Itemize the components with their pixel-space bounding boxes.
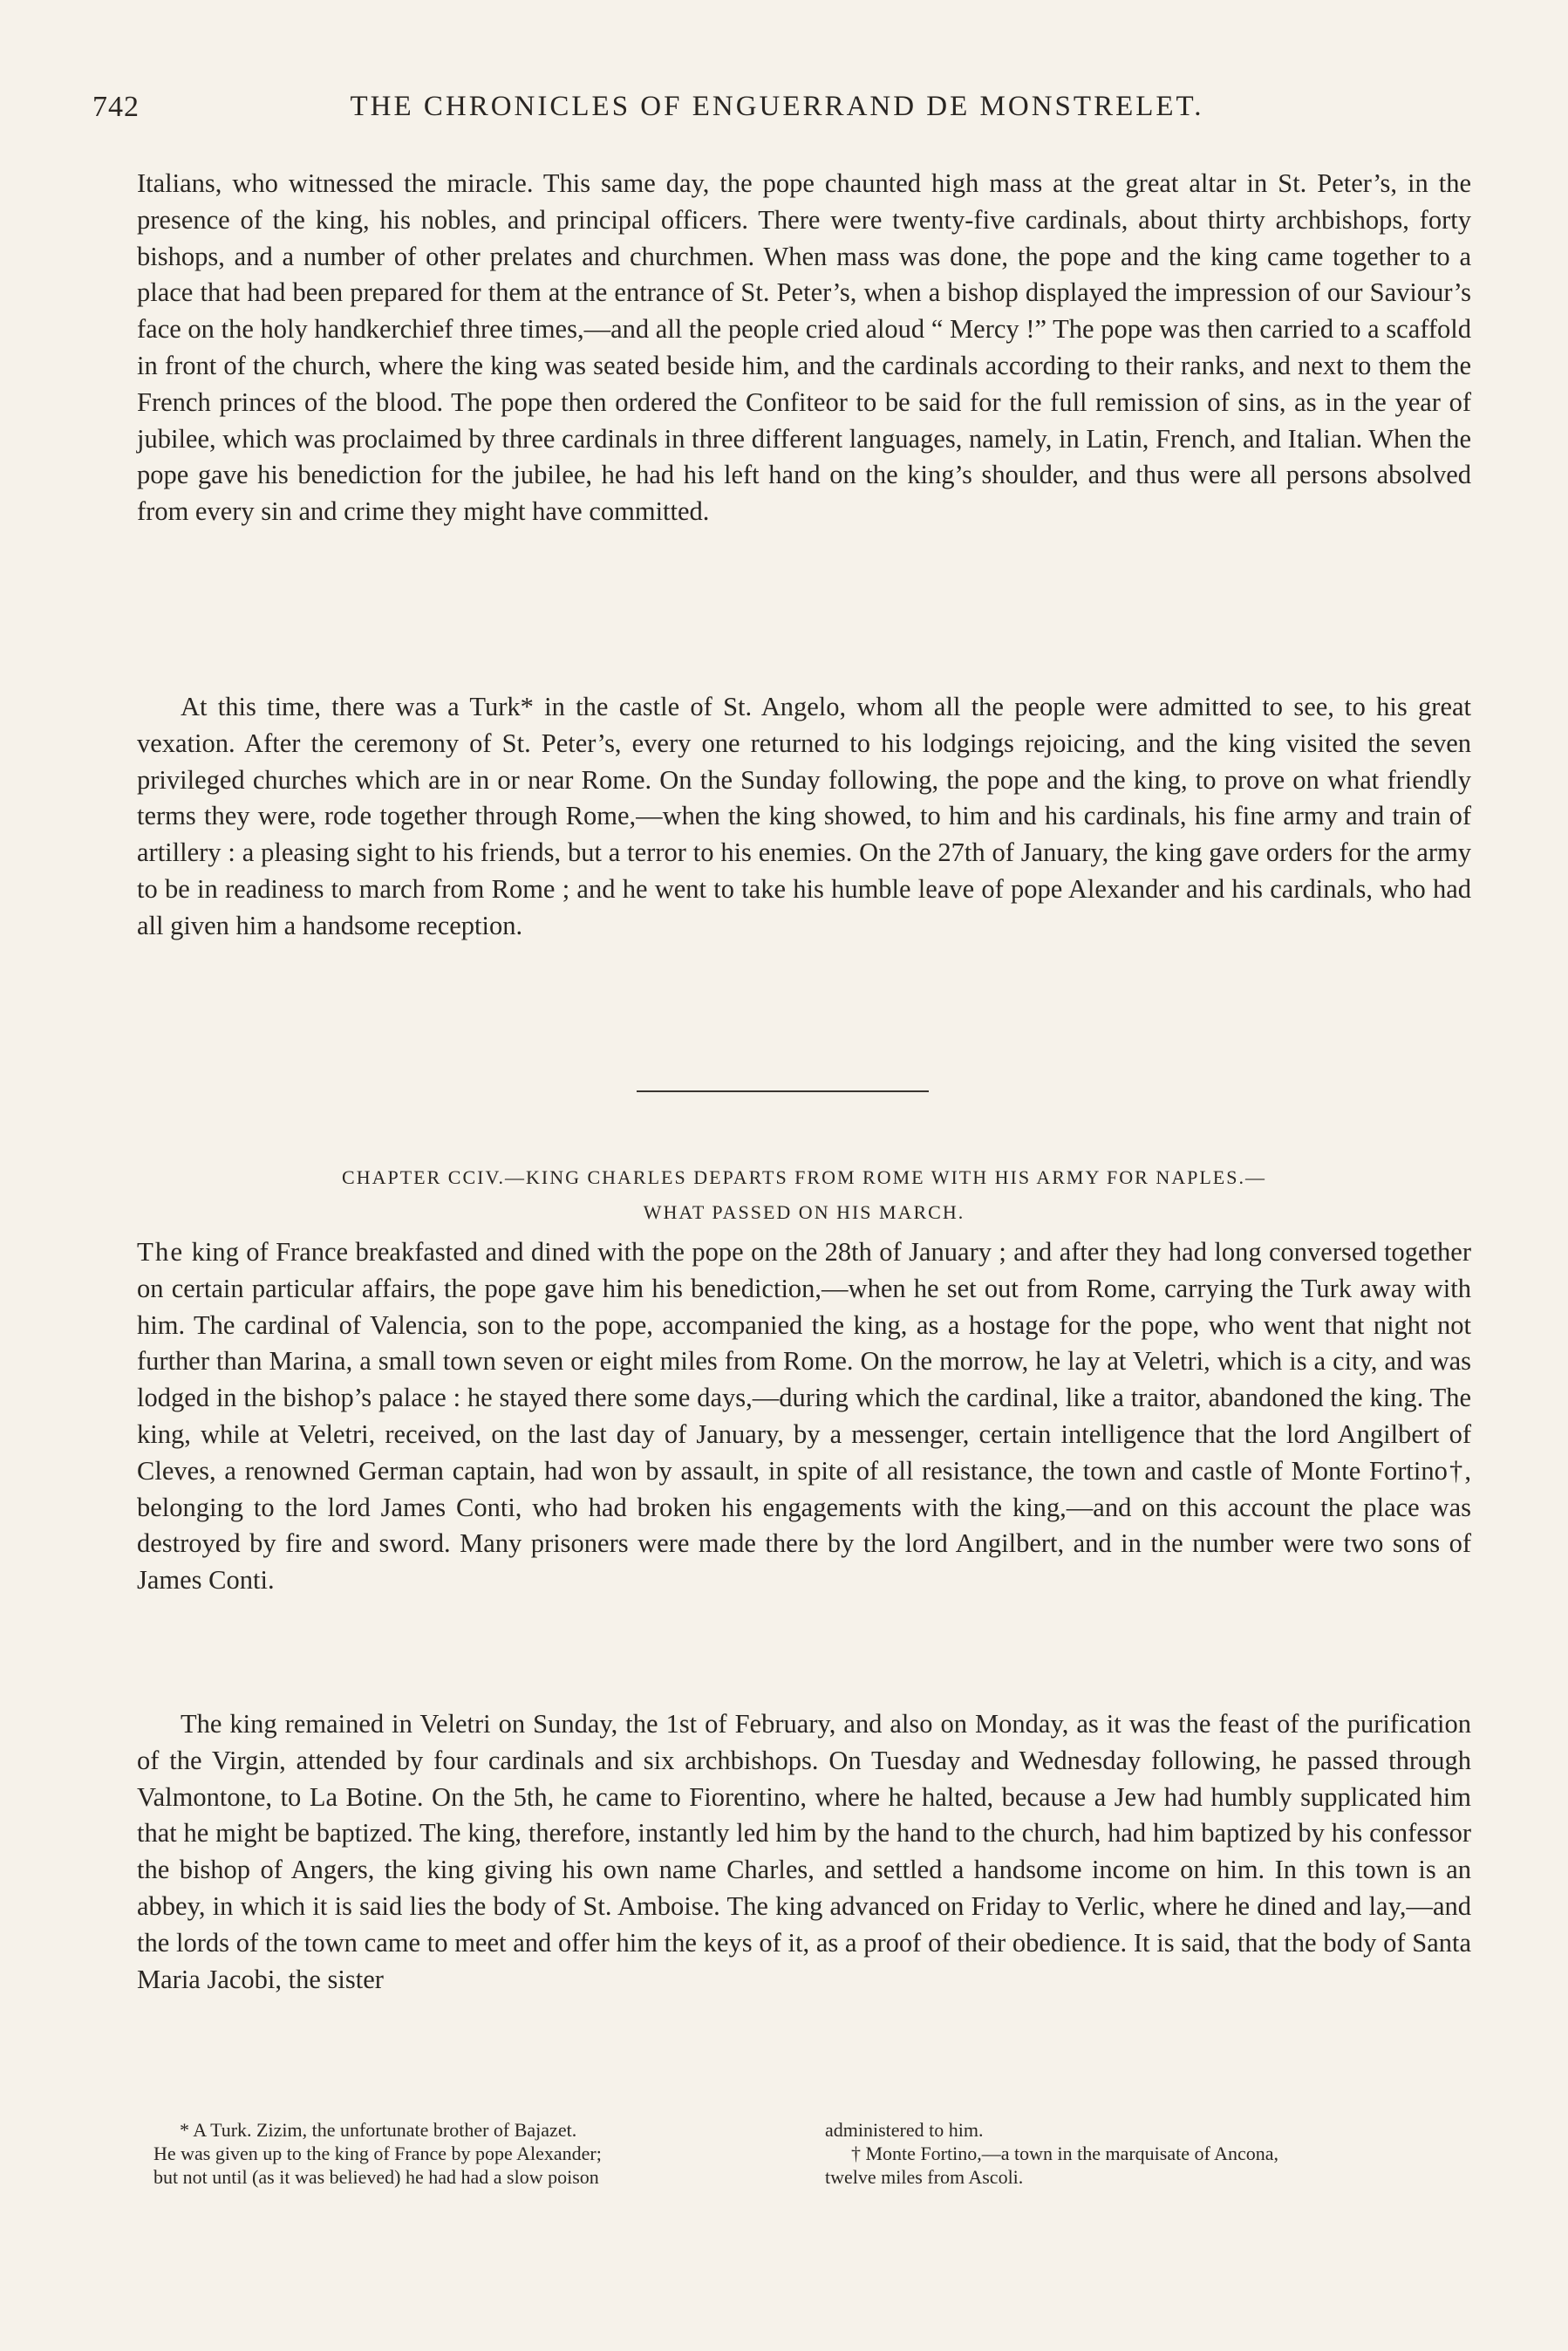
- footnote-line: * A Turk. Zizim, the unfortunate brother of Bajazet.: [180, 2119, 577, 2141]
- footnote-line: † Monte Fortino,—a town in the marquisate of Ancona,: [851, 2143, 1279, 2164]
- footnote-column-right: [825, 2118, 1488, 2189]
- paragraph-3-lead-word: The: [137, 1236, 185, 1267]
- paragraph-4: The king remained in Veletri on Sunday, the 1st of February, and also on Monday, as it was the feast of the purification of the Virgin, attended by four cardinals and six archbishops. On Tuesday and Wednesday following, he passed through Valmontone, to La Botine. On the 5th, he came to Fiorentino, where he halted, because a Jew had humbly supplicated him that he might be baptized. The king, therefore, instantly led him by the hand to the church, had him baptized by his confessor the bishop of Angers, the king giving his own name Charles, and settled a handsome income on him. In this town is an abbey, in which it is said lies the body of St. Amboise. The king advanced on Friday to Verlic, where he dined and lay,—and the lords of the town came to meet and offer him the keys of it, as a proof of their obedience. It is said, that the body of Santa Maria Jacobi, the sister: [137, 1709, 1471, 1994]
- footnote-line: He was given up to the king of France by pope Alexander;: [153, 2143, 602, 2164]
- chapter-heading-line-1: CHAPTER CCIV.—KING CHARLES DEPARTS FROM ROME WITH HIS ARMY FOR NAPLES.—: [342, 1166, 1266, 1188]
- footnote-column-left: [153, 2118, 816, 2189]
- chapter-heading-line-2: WHAT PASSED ON HIS MARCH.: [643, 1201, 965, 1223]
- paragraph-2: At this time, there was a Turk* in the castle of St. Angelo, whom all the people were admitted to see, to his great vexation. After the ceremony of St. Peter’s, every one returned to his lodgings rejoicing, and the king visited the seven privileged churches which are in or near Rome. On the Sunday following, the pope and the king, to prove on what friendly terms they were, rode together through Rome,—when the king showed, to him and his cardinals, his fine army and train of artillery : a pleasing sight to his friends, but a terror to his enemies. On the 27th of January, the king gave orders for the army to be in readiness to march from Rome ; and he went to take his humble leave of pope Alexander and his cardinals, who had all given him a handsome reception.: [137, 692, 1471, 940]
- paragraph-3: [137, 1234, 1471, 1599]
- paragraph-3-text: king of France breakfasted and dined with the pope on the 28th of January ; and after they had long conversed together on certain particular affairs, the pope gave him his benediction,—when he set out from Rome, carrying the Turk away with him. The cardinal of Valencia, son to the pope, accompanied the king, as a hostage for the pope, who went that night not further than Marina, a small town seven or eight miles from Rome. On the morrow, he lay at Veletri, which is a city, and was lodged in the bishop’s palace : he stayed there some days,—during which the cardinal, like a traitor, abandoned the king. The king, while at Veletri, received, on the last day of January, by a messenger, certain intelligence that the lord Angilbert of Cleves, a renowned German captain, had won by assault, in spite of all resistance, the town and castle of Monte Fortino†, belonging to the lord James Conti, who had broken his engagements with the king,—and on this account the place was destroyed by fire and sword. Many prisoners were made there by the lord Angilbert, and in the number were two sons of James Conti.: [137, 1237, 1471, 1596]
- footnote-line: administered to him.: [825, 2119, 984, 2141]
- page-number: 742: [92, 91, 140, 123]
- section-divider: [637, 1090, 929, 1092]
- footnotes: [153, 2118, 1479, 2214]
- paragraph-1: Italians, who witnessed the miracle. This same day, the pope chaunted high mass at the great altar in St. Peter’s, in the presence of the king, his nobles, and principal officers. There were twenty-five cardinals, about thirty archbishops, forty bishops, and a number of other prelates and churchmen. When mass was done, the pope and the king came together to a place that had been prepared for them at the entrance of St. Peter’s, when a bishop displayed the impression of our Saviour’s face on the holy handkerchief three times,—and all the people cried aloud “ Mercy !” The pope was then carried to a scaffold in front of the church, where the king was seated beside him, and the cardinals according to their ranks, and next to them the French princes of the blood. The pope then ordered the Confiteor to be said for the full remission of sins, as in the year of jubilee, which was proclaimed by three cardinals in three different languages, namely, in Latin, French, and Italian. When the pope gave his benediction for the jubilee, he had his left hand on the king’s shoulder, and thus were all persons absolved from every sin and crime they might have committed.: [137, 168, 1471, 527]
- footnote-line: twelve miles from Ascoli.: [825, 2166, 1024, 2188]
- footnote-line: but not until (as it was believed) he had had a slow poison: [153, 2166, 599, 2188]
- chapter-heading: [137, 1160, 1471, 1230]
- running-title: THE CHRONICLES OF ENGUERRAND DE MONSTRELET.: [350, 91, 1204, 122]
- running-header: [84, 87, 1470, 131]
